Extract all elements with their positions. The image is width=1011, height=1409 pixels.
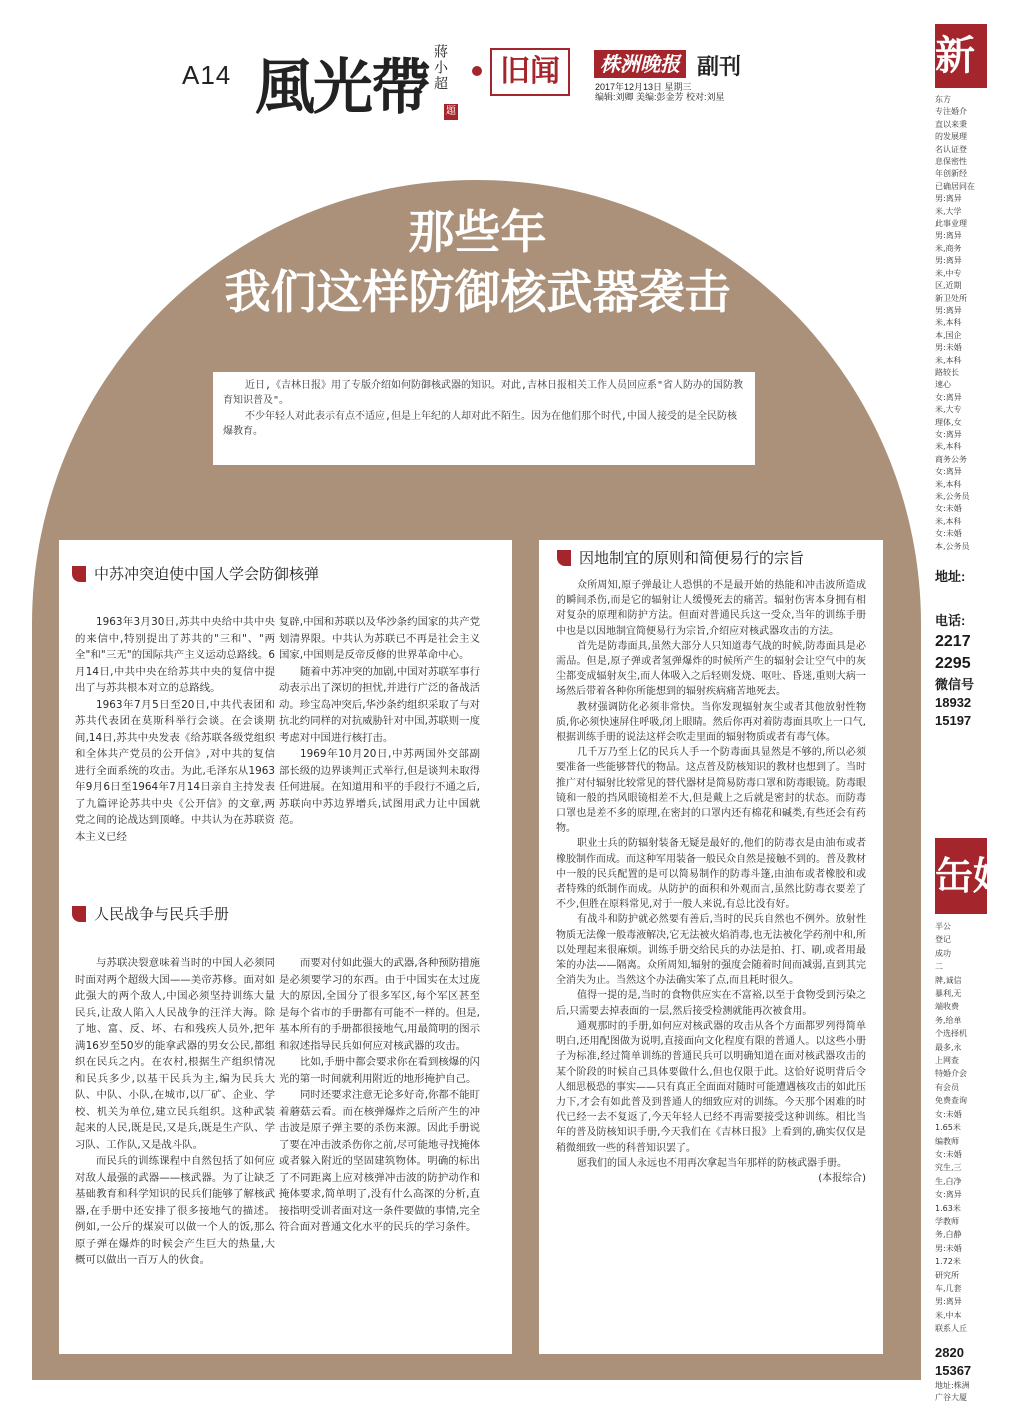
ad-line: 特婚介会 <box>935 1069 967 1079</box>
ad-line: 米,大专 <box>935 405 962 415</box>
ad-line: 商务公务 <box>935 454 967 464</box>
ad-line: 米,本科 <box>935 516 962 526</box>
ad-line: 米,中本 <box>935 1310 962 1320</box>
intro-paragraph: 近日,《吉林日报》用了专版介绍如何防御核武器的知识。对此,吉林日报相关工作人员回应系"省人防办的国防教育知识普及"。 <box>223 380 744 406</box>
ad-1-tel-label: 电话: <box>935 613 966 628</box>
ad-line: 名认证登 <box>935 144 967 154</box>
ad-line: 女:离异 <box>935 392 962 402</box>
ad-line: 米,大学 <box>935 206 962 216</box>
seal-stamp: 題 <box>444 104 458 120</box>
ad-line: 专注婚介 <box>935 107 967 117</box>
paragraph: 同时还要求注意无论多好奇,你都不能盯着蘑菇云看。而在核弹爆炸之后所产生的冲击波是原子弹主要的杀伤来源。因此手册说了要在冲击波杀伤你之前,尽可能地寻找掩体或者躲入附近的坚固建筑物体。明确的标出了不同距离上应对核弹冲击波的防护动作和掩体要求,简单明了,没有什么高深的分析,直接指明受训者面对这一条件要做的事情,完全符合面对普通文化水平的民兵的学习条件。 <box>279 1089 480 1233</box>
ad-line: 1.72米 <box>935 1257 961 1267</box>
ad-line: 暴利,无 <box>935 989 962 999</box>
ad-1-phone-2: 2295 <box>935 655 971 672</box>
ad-line: 新卫处所 <box>935 293 967 303</box>
paragraph: 首先是防毒面具,虽然大部分人只知道毒气战的时候,防毒面具是必需品。但是,原子弹或者氢弹爆炸的时候所产生的辐射会让空气中的灰尘都变成辐射灰尘,而人体吸入之后轻则发烧、呕吐、昏迷,重则大病一场然后带着各种你所能想到的辐射疾病痛苦地死去。 <box>556 640 866 698</box>
section-heading-text: 人民战争与民兵手册 <box>94 905 230 923</box>
ad-line: 男:未婚 <box>935 1243 962 1253</box>
ad-line: 米,中专 <box>935 268 962 278</box>
section-heading-3 <box>557 547 804 568</box>
ad-line: 女:未婚 <box>935 529 962 539</box>
ad-line: 年创新经 <box>935 169 967 179</box>
section-1-column-2 <box>279 614 480 829</box>
newspaper-brand: 株洲晚报 <box>594 50 686 78</box>
paragraph: 1963年3月30日,苏共中央给中共中央的来信中,特别提出了苏共的"三和"、"两全"和"三无"的国际共产主义运动总路线。6月14日,中共中央在给苏共中央的复信中提出了与苏共根本对立的总路线。 <box>75 616 275 694</box>
ad-1-wechat: 微信号 <box>935 677 975 692</box>
masthead-credit: 蔣小超 <box>432 44 448 92</box>
ad-line: 米,公务员 <box>935 492 970 501</box>
ad-line: 半公 <box>935 922 951 931</box>
ad-1-mobile-1: 18932 <box>935 695 972 710</box>
paragraph: 而民兵的训练课程中自然包括了如何应对敌人最强的武器——核武器。为了让缺乏基础教育和科学知识的民兵们能够了解核武器,在手册中还安排了很多接地气的描述。例如,一公斤的煤炭可以做一个人的饭,那么原子弹在爆炸的时候会产生巨大的热量,大概可以做出一百万人的伙食。 <box>75 1155 275 1266</box>
ad-line: 最多,永 <box>935 1042 962 1052</box>
section-label: 旧闻 <box>490 48 570 96</box>
ad-line: 本,国企 <box>935 330 962 340</box>
ad-line: 已确居同在 <box>935 181 975 191</box>
paragraph: 几千万乃至上亿的民兵人手一个防毒面具显然是不够的,所以必须要准备一些能够替代的物品。这点普及防核知识的教材也想到了。当时推广对付辐射比较常见的替代器材是简易防毒口罩和防毒眼镜。防毒眼镜和一般的挡风眼镜相差不大,但是戴上之后就是密封的状态。而防毒口罩也是差不多的原理,在密封的口罩内还有棉花和碱类,有些还会有药物。 <box>556 747 866 835</box>
issue-date: 2017年12月13日 星期三 <box>595 82 692 92</box>
ad-line: 男:未婚 <box>935 343 962 353</box>
ad-line: 男:离异 <box>935 305 962 315</box>
headline-line-1: 那些年 <box>408 205 547 259</box>
ad-2-mobile: 15367 <box>935 1363 972 1378</box>
ad-2-phone: 2820 <box>935 1345 964 1360</box>
ad-1-body <box>935 94 985 553</box>
ad-1-address-label: 地址: <box>935 569 966 584</box>
intro-paragraph: 不少年轻人对此表示有点不适应,但是上年纪的人却对此不陌生。因为在他们那个时代,中国人接受的是全民防核爆教育。 <box>223 411 738 437</box>
ad-line: 米,本科 <box>935 479 962 489</box>
ad-line: 女:未婚 <box>935 504 962 514</box>
section-2-column-2 <box>279 955 480 1236</box>
ad-line: 理体,女 <box>935 417 962 427</box>
ad-line: 上网查 <box>935 1056 959 1066</box>
paragraph: 比如,手册中都会要求你在看到核爆的闪光的第一时间就利用附近的地形掩护自己。 <box>279 1056 480 1085</box>
ad-line: 1.65米 <box>935 1123 961 1133</box>
ad-line: 女:离异 <box>935 1190 962 1200</box>
ad-line: 区,近期 <box>935 281 962 291</box>
paragraph: 随着中苏冲突的加剧,中国对苏联军事行动表示出了深切的担忧,并进行广泛的备战活动。珍宝岛冲突后,华沙条约组织采取了与对抗北约同样的对抗威胁针对中国,苏联则一度考虑对中国进行核打击。 <box>279 665 480 744</box>
ad-line: 免费查询 <box>935 1096 967 1106</box>
ad-line: 男:离异 <box>935 231 962 241</box>
intro-box <box>213 372 755 465</box>
ad-1-mobile-2: 15197 <box>935 713 972 728</box>
ad-line: 男:离异 <box>935 256 962 266</box>
ad-line: 息保密性 <box>935 157 967 167</box>
paragraph: 与苏联决裂意味着当时的中国人必须同时面对两个超级大国——美帝苏修。面对如此强大的两个敌人,中国必须坚持训练大量民兵,让敌人陷入人民战争的汪洋大海。除了地、富、反、坏、右和残疾人员外,把年满16岁至50岁的能拿武器的男女公民,都组织在民兵之内。在农村,根据生产组织情况和民兵多少,以基干民兵为主,编为民兵大队、中队、小队,在城市,以厂矿、企业、学校、机关为单位,建立民兵组织。这种武装起来的人民,既是民,又是兵,既是生产队、学习队、工作队,又是战斗队。 <box>75 957 275 1151</box>
ad-line: 男:离异 <box>935 194 962 204</box>
page-number: A14 <box>182 60 232 90</box>
paragraph: 而要对付如此强大的武器,各种预防措施是必须要学习的东西。由于中国实在太过庞大的原因,全国分了很多军区,每个军区甚至是每个省市的手册都有可能不一样的。但是,基本所有的手册都很接地气,用最简明的图示和叙述指导民兵如何应对核武器的攻击。 <box>279 957 480 1052</box>
ad-line: 路较长 <box>935 367 959 377</box>
ad-line: 男:离异 <box>935 1297 962 1307</box>
ad-1-title: 新 <box>935 24 987 88</box>
ad-line: 个选择机 <box>935 1029 967 1039</box>
paragraph: 值得一提的是,当时的食物供应实在不富裕,以至于食物受到污染之后,只需要去掉表面的一层,然后接受检测就能再次被食用。 <box>556 990 866 1017</box>
flag-icon <box>72 906 86 922</box>
headline-line-2: 我们这样防御核武器袭击 <box>224 265 731 319</box>
paragraph: 职业士兵的防辐射装备无疑是最好的,他们的防毒衣是由油布或者橡胶制作而成。而这种军用装备一般民众自然是接触不到的。普及教材中一般的民兵配置的是可以简易制作的防毒斗篷,由油布或者橡胶和或者特殊的纸制作而成。从防护的面积和外观而言,虽然比防毒衣要差了不少,但胜在原料常见,对于一般人来说,有总比没有好。 <box>556 838 866 911</box>
paragraph: 复辟,中国和苏联以及华沙条约国家的共产党划清界限。中共认为苏联已不再是社会主义国家,中国则是反帝反修的世界革命中心。 <box>279 616 480 661</box>
supplement-label: 副刊 <box>697 55 742 80</box>
section-1-column-1 <box>75 614 275 845</box>
ad-line: 米,本科 <box>935 442 962 452</box>
separator-dot-icon <box>472 66 482 76</box>
paragraph: 众所周知,原子弹最让人恐惧的不是最开始的热能和冲击波所造成的瞬间杀伤,而是它的辐射让人缓慢死去的痛苦。辐射伤害本身拥有相对复杂的原理和防护方法。但面对普通民兵这一受众,当年的训练手册中也是以因地制宜简便易行为宗旨,介绍应对核武器攻击的方法。 <box>556 580 866 637</box>
ad-line: 牌,诚信 <box>935 975 962 985</box>
ad-line: 米,本科 <box>935 318 962 328</box>
paragraph: 通观那时的手册,如何应对核武器的攻击从各个方面都罗列得简单明白,还用配图做为说明,直接面向文化程度有限的普通人。以这些小册子为标准,经过简单训练的普通民兵可以明确知道在面对核武器攻击的某个阶段的时候自己具体要做什么,但也仅限于此。这恰好说明背后令人细思极恐的事实——只有真正全面面对随时可能遭遇核攻击的如此压力下,才会有如此普及到普通人的细致应对的训练。今天那个困难的时代已经一去不复返了,今天年轻人已经不再需要接受这种训练。相比当年的普及防核知识手册,今天我们在《吉林日报》上看到的,确实仅仅是稍微细致一些的科普知识罢了。 <box>556 1020 866 1154</box>
paragraph: 愿我们的国人永远也不用再次拿起当年那样的防核武器手册。 <box>577 1157 847 1169</box>
source-note: (本报综合) <box>818 1172 866 1184</box>
ad-line: 米,商务 <box>935 243 962 253</box>
ad-line: 米,本科 <box>935 355 962 365</box>
ad-line: 女:离异 <box>935 429 962 439</box>
ad-line: 联系人丘 <box>935 1324 967 1334</box>
ad-2-title: 缶婚 <box>935 838 987 914</box>
ad-2-address: 地址:株洲 <box>935 1381 970 1390</box>
ad-line: 女:未婚 <box>935 1109 962 1119</box>
ad-line: 务,白静 <box>935 1230 962 1240</box>
flag-icon <box>557 550 571 566</box>
ad-line: 二 <box>935 962 943 972</box>
section-3-body <box>556 578 866 1186</box>
ad-1-phone-1: 2217 <box>935 633 971 650</box>
ad-line: 女:离异 <box>935 467 962 477</box>
ad-2-body <box>935 920 985 1336</box>
staff-credits: 编辑:刘卿 美编:彭金芳 校对:刘星 <box>595 92 725 102</box>
ad-line: 成功 <box>935 948 951 958</box>
paragraph: 1963年7月5日至20日,中共代表团和苏共代表团在莫斯科举行会谈。在会谈期间,14日,苏共中央发表《给苏联各级党组织和全体共产党员的公开信》,对中共的复信进行全面系统的攻击。为此,毛泽东从1963年9月6日至1964年7月14日亲自主持发表了九篇评论苏共中央《公开信》的文章,两党之间的论战达到顶峰。中共认为在苏联资本主义已经 <box>75 698 275 843</box>
ad-line: 学教师 <box>935 1216 959 1226</box>
ad-line: 直以来秉 <box>935 119 967 129</box>
flag-icon <box>72 566 86 582</box>
ad-line: 速心 <box>935 380 951 390</box>
ad-line: 生,白净 <box>935 1176 962 1186</box>
ad-line: 端收费 <box>935 1002 959 1012</box>
paragraph: 有战斗和防护就必然要有善后,当时的民兵自然也不例外。放射性物质无法像一般毒液解决,它无法被火焰消毒,也无法被化学药剂中和,所以处理起来很麻烦。训练手册交给民兵的办法是拍、打、刷,或者用最笨的办法——隔离。众所周知,辐射的强度会随着时间而减弱,直到其完全消失为止。当然这个办法确实笨了点,而且耗时很久。 <box>556 914 866 987</box>
masthead-logo: 風光帶 <box>255 53 429 123</box>
ad-line: 的发展理 <box>935 132 967 142</box>
ad-line: 东方 <box>935 95 951 104</box>
section-heading-2 <box>72 903 229 924</box>
ad-line: 有会员 <box>935 1082 959 1092</box>
ad-line: 此事业理 <box>935 219 967 229</box>
section-heading-1 <box>72 563 319 584</box>
ad-line: 1.63米 <box>935 1203 961 1213</box>
section-heading-text: 中苏冲突迫使中国人学会防御核弹 <box>94 565 320 583</box>
ad-line: 研究所 <box>935 1270 959 1280</box>
ad-line: 女:未婚 <box>935 1149 962 1159</box>
ad-line: 编教师 <box>935 1136 959 1146</box>
ad-line: 务,给单 <box>935 1015 962 1025</box>
ad-line: 究生,三 <box>935 1163 962 1173</box>
ad-line: 车,几套 <box>935 1283 962 1293</box>
ad-2-address-2: 广谷大厦 <box>935 1393 967 1402</box>
section-2-column-1 <box>75 955 275 1269</box>
ad-line: 登记 <box>935 935 951 945</box>
section-heading-text: 因地制宜的原则和简便易行的宗旨 <box>579 549 805 567</box>
paragraph: 1969年10月20日,中苏两国外交部副部长级的边界谈判正式举行,但是谈判未取得任何进展。在知道用和平的手段行不通之后,苏联向中苏边界增兵,试图用武力让中国就范。 <box>279 748 480 826</box>
ad-line: 本,公务员 <box>935 541 970 551</box>
paragraph: 教材强调防化必须非常快。当你发现辐射灰尘或者其他放射性物质,你必须快速屏住呼吸,闭上眼睛。然后你再对着防毒面具吹上一口气,根据训练手册的说法这样会吹走里面的辐射物质或者有毒气体。 <box>556 701 866 744</box>
